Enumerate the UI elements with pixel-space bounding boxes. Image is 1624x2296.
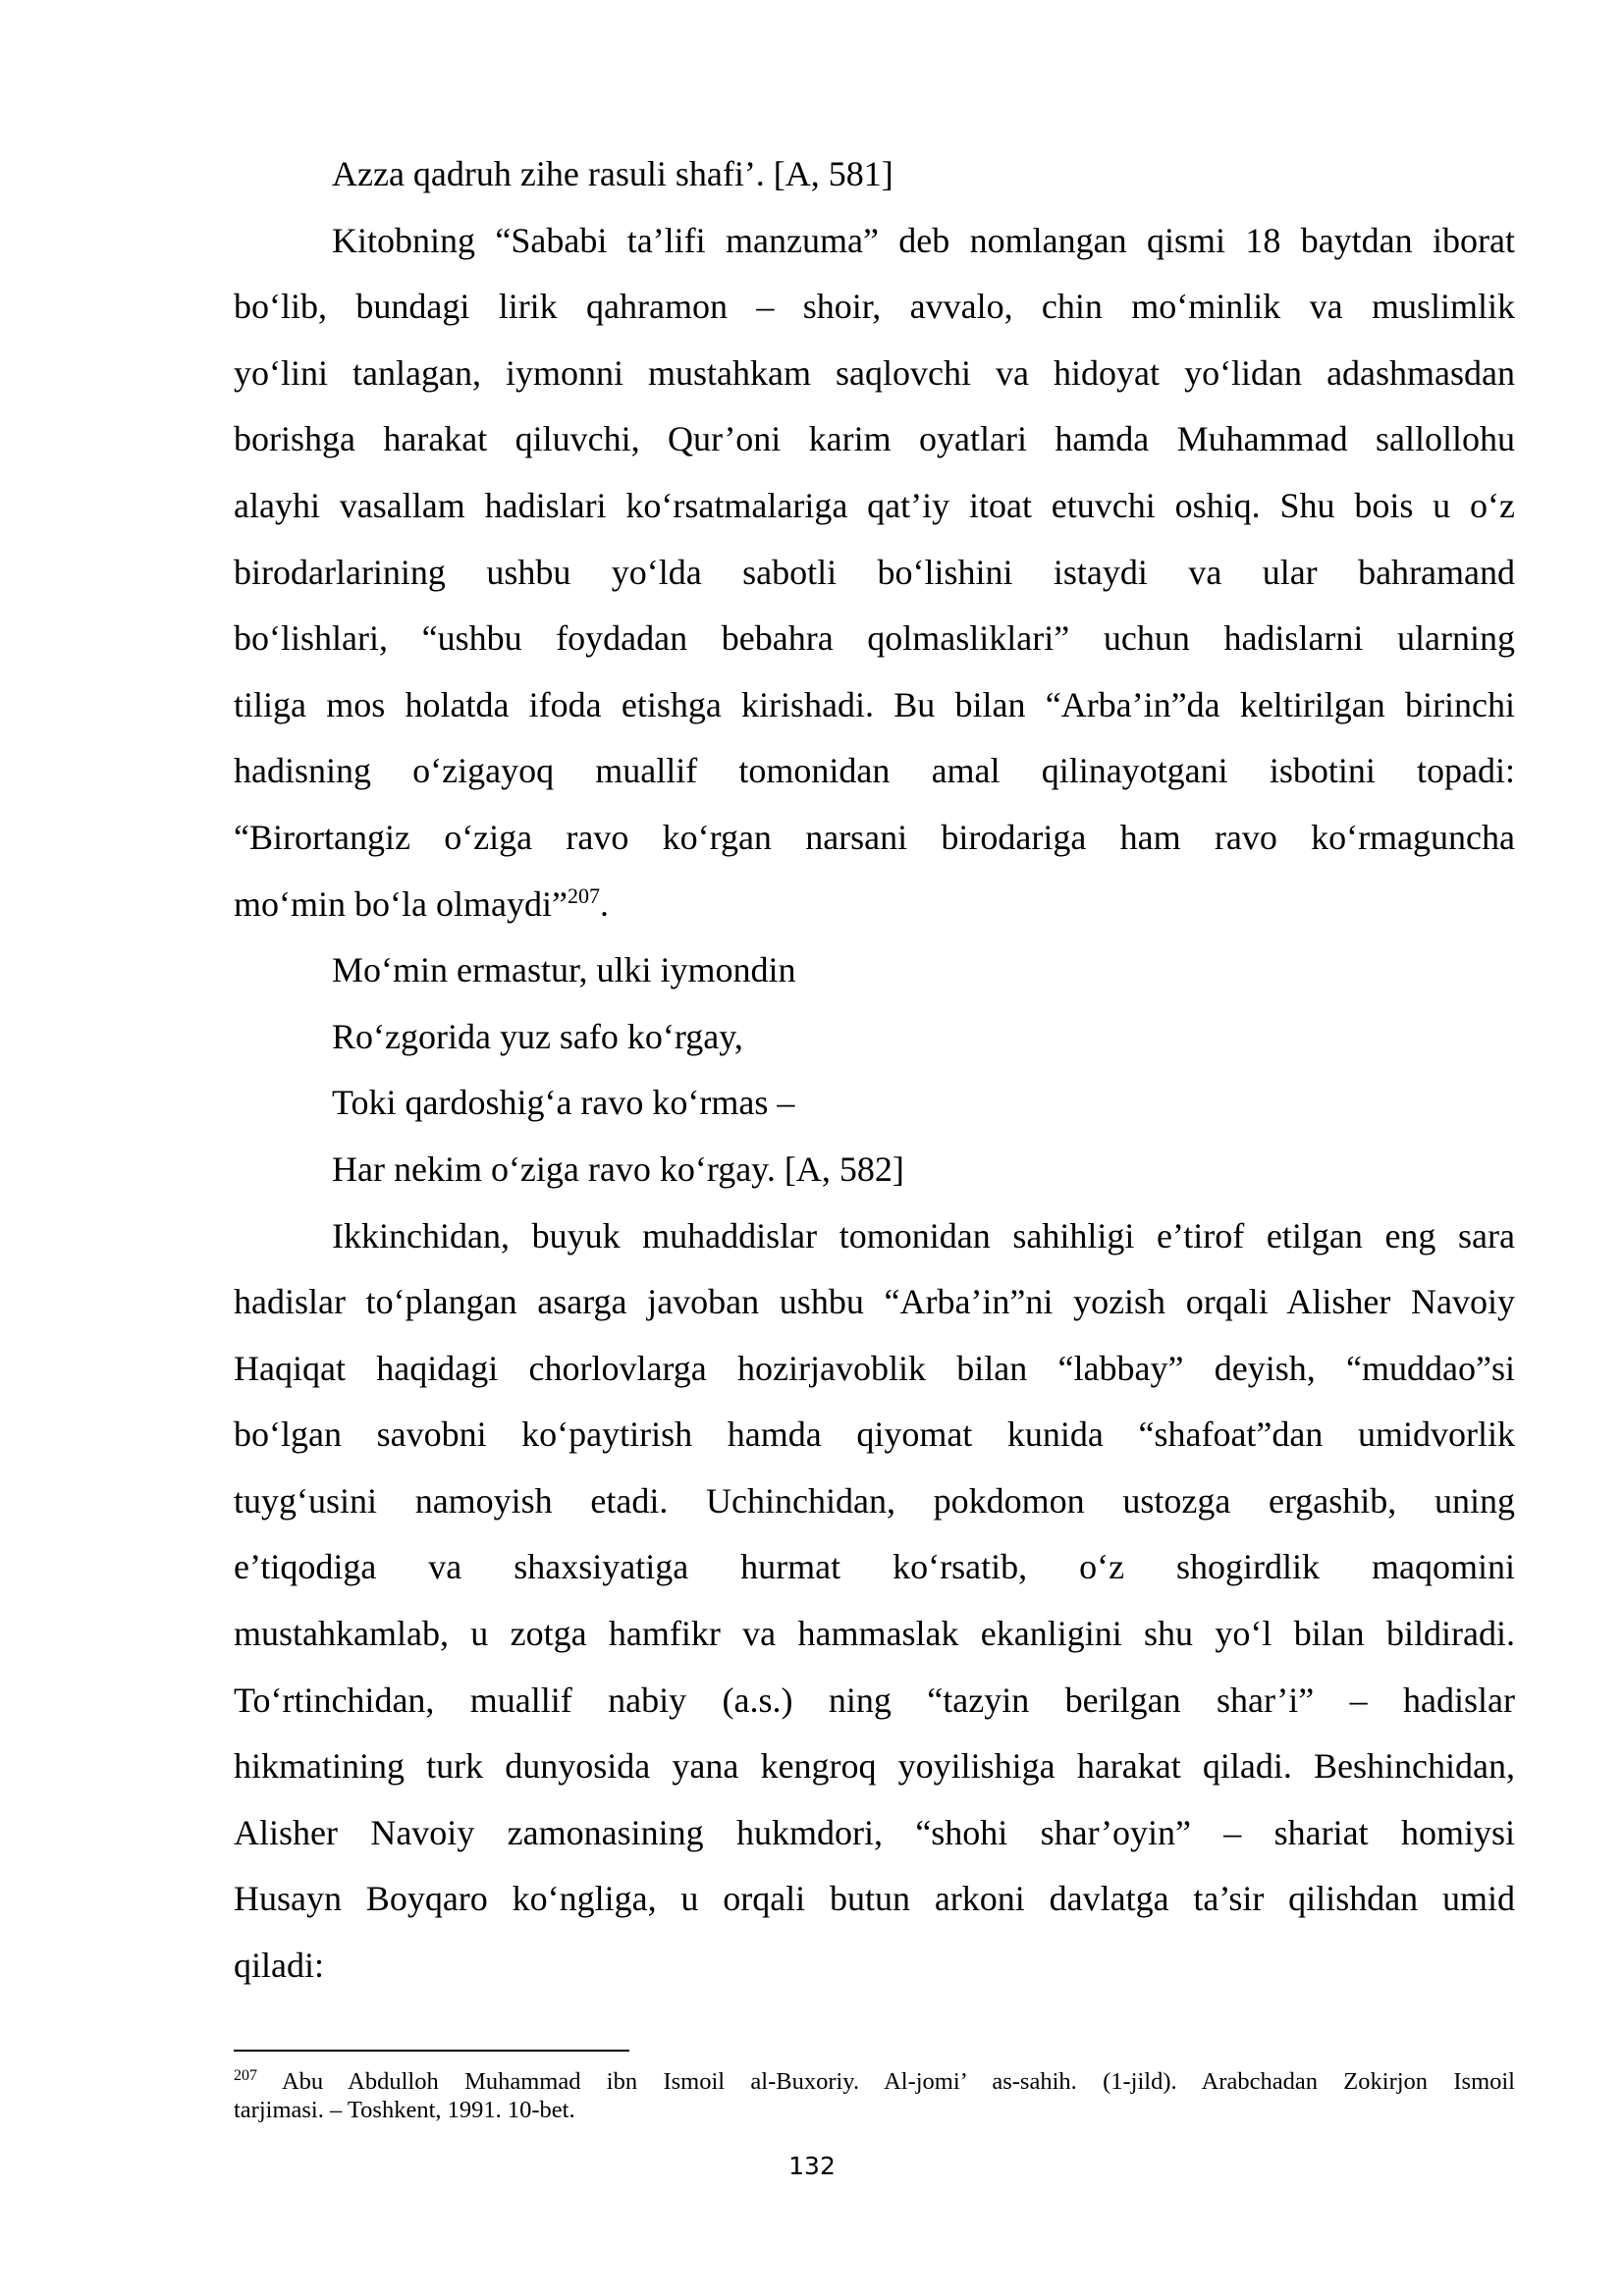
verse-block	[234, 937, 1515, 1202]
paragraph-line: yo‘lini tanlagan, iymonni mustahkam saqlovchi va hidoyat yo‘lidan adashmasdan	[234, 352, 1515, 393]
footnote-text: Abu Abdulloh Muhammad ibn Ismoil al-Buxoriy. Al-jomi’ as-sahih. (1-jild). Arabchadan Zokirjon Ismoil	[257, 2068, 1515, 2095]
paragraph-line: To‘rtinchidan, muallif nabiy (a.s.) ning “tazyin berilgan shar’i” – hadislar	[234, 1680, 1515, 1720]
paragraph-line: Alisher Navoiy zamonasining hukmdori, “shohi shar’oyin” – shariat homiysi	[234, 1812, 1515, 1852]
paragraph-line-last	[234, 872, 1515, 938]
paragraph-line: Husayn Boyqaro ko‘ngliga, u orqali butun arkoni davlatga ta’sir qilishdan umid	[234, 1879, 1515, 1919]
footnote-number: 207	[234, 2066, 257, 2084]
footnote-separator	[234, 2050, 629, 2052]
paragraph-line: Haqiqat haqidagi chorlovlarga hozirjavoblik bilan “labbay” deyish, “muddao”si	[234, 1348, 1515, 1388]
paragraph-sababi-talifi	[234, 208, 1515, 938]
paragraph-line: bo‘lishlari, “ushbu foydadan bebahra qolmasliklari” uchun hadislarni ularning	[234, 618, 1515, 659]
paragraph-line: alayhi vasallam hadislari ko‘rsatmalariga qat’iy itoat etuvchi oshiq. Shu bois u o‘z	[234, 485, 1515, 525]
main-text	[234, 141, 1515, 2000]
paragraph-line: Kitobning “Sababi ta’lifi manzuma” deb nomlangan qismi 18 baytdan iborat	[332, 220, 1515, 260]
paragraph-line: tiliga mos holatda ifoda etishga kirishadi. Bu bilan “Arba’in”da keltirilgan birinchi	[234, 684, 1515, 724]
paragraph-ikkinchidan	[234, 1203, 1515, 2000]
paragraph-line: tuyg‘usini namoyish etadi. Uchinchidan, pokdomon ustozga ergashib, uning	[234, 1480, 1515, 1521]
paragraph-line: mustahkamlab, u zotga hamfikr va hammaslak ekanligini shu yo‘l bilan bildiradi.	[234, 1614, 1515, 1654]
paragraph-line: hadisning o‘zigayoq muallif tomonidan amal qilinayotgani isbotini topadi:	[234, 751, 1515, 791]
paragraph-line: bo‘lib, bundagi lirik qahramon – shoir, avvalo, chin mo‘minlik va muslimlik	[234, 287, 1515, 327]
paragraph-line: hikmatining turk dunyosida yana kengroq yoyilishiga harakat qiladi. Beshinchidan,	[234, 1746, 1515, 1787]
paragraph-line: hadislar to‘plangan asarga javoban ushbu “Arba’in”ni yozish orqali Alisher Navoiy	[234, 1282, 1515, 1322]
paragraph-line-text: mo‘min bo‘la olmaydi”	[234, 883, 568, 924]
footnote-line	[234, 2067, 1515, 2096]
footnote-line: tarjimasi. – Toshkent, 1991. 10-bet.	[234, 2097, 575, 2123]
paragraph-line: borishga harakat qiluvchi, Qur’oni karim oyatlari hamda Muhammad sallollohu	[234, 419, 1515, 459]
paragraph-line-punct: .	[599, 883, 609, 924]
paragraph-line: e’tiqodiga va shaxsiyatiga hurmat ko‘rsatib, o‘z shogirdlik maqomini	[234, 1547, 1515, 1587]
paragraph-line-last: qiladi:	[234, 1946, 324, 1986]
footnote-reference: 207	[567, 882, 600, 908]
paragraph-line: bo‘lgan savobni ko‘paytirish hamda qiyomat kunida “shafoat”dan umidvorlik	[234, 1415, 1515, 1455]
verse-line-continuation: Azza qadruh zihe rasuli shafi’. [A, 581]	[332, 154, 893, 193]
paragraph-line: Ikkinchidan, buyuk muhaddislar tomonidan sahihligi e’tirof etilgan eng sara	[332, 1215, 1515, 1255]
paragraph-line: “Birortangiz o‘ziga ravo ko‘rgan narsani birodariga ham ravo ko‘rmaguncha	[234, 817, 1515, 857]
verse-line: Mo‘min ermastur, ulki iymondin	[332, 950, 796, 990]
paragraph-line: birodarlarining ushbu yo‘lda sabotli bo‘lishini istaydi va ular bahramand	[234, 552, 1515, 592]
footnote	[234, 2067, 1515, 2124]
verse-line: Toki qardoshig‘a ravo ko‘rmas –	[332, 1083, 795, 1123]
verse-line: Ro‘zgorida yuz safo ko‘rgay,	[332, 1016, 743, 1056]
page-number: 132	[788, 2152, 836, 2180]
verse-line: Har nekim o‘ziga ravo ko‘rgay. [A, 582]	[332, 1148, 904, 1189]
